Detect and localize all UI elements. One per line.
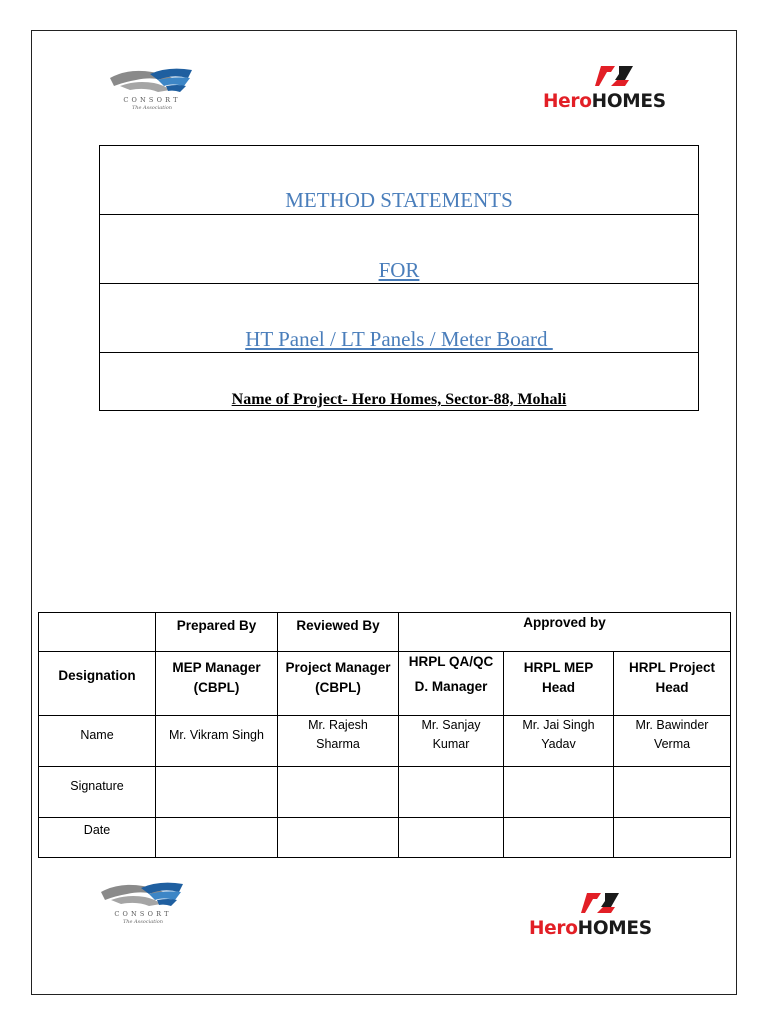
- title-divider: [100, 352, 698, 353]
- consort-handshake-icon: [97, 880, 189, 912]
- name-line: Kumar: [432, 737, 470, 751]
- title-divider: [100, 283, 698, 284]
- hero-homes-mark-icon: [595, 64, 639, 88]
- name-approved-1: [399, 716, 504, 767]
- homes-word: HOMES: [577, 918, 652, 939]
- designation-line: Project Manager: [285, 660, 391, 675]
- table-row-date: [39, 818, 731, 858]
- hero-homes-logo-bottom: [528, 891, 676, 941]
- hero-homes-wordmark: [543, 91, 666, 112]
- designation-line: HRPL MEP: [523, 660, 594, 675]
- consort-wordmark: CONSORT: [114, 910, 172, 918]
- designation-reviewed: [278, 652, 399, 716]
- signature-cell: [504, 767, 614, 818]
- designation-line: D. Manager: [414, 679, 488, 694]
- designation-line: HRPL Project: [629, 660, 716, 675]
- document-subject: HT Panel / LT Panels / Meter Board: [245, 327, 553, 351]
- date-cell: [156, 818, 278, 858]
- signature-cell: [278, 767, 399, 818]
- consort-tagline: The Association: [131, 105, 173, 111]
- approved-by-header: Approved by: [399, 613, 731, 652]
- title-block: [99, 145, 699, 411]
- designation-line: HRPL QA/QC: [408, 654, 494, 669]
- prepared-by-header: Prepared By: [156, 613, 278, 652]
- name-reviewed: [278, 716, 399, 767]
- document-for: FOR: [378, 258, 420, 282]
- date-cell: [504, 818, 614, 858]
- signature-cell: [156, 767, 278, 818]
- name-line: Mr. Sanjay: [421, 718, 481, 732]
- name-approved-3: [614, 716, 731, 767]
- consort-handshake-icon: [106, 66, 198, 98]
- designation-prepared: [156, 652, 278, 716]
- table-row-header: [39, 613, 731, 652]
- hero-word: Hero: [543, 91, 592, 112]
- signature-cell: [399, 767, 504, 818]
- date-cell: [614, 818, 731, 858]
- date-cell: [278, 818, 399, 858]
- designation-approved-2: [504, 652, 614, 716]
- name-approved-2: [504, 716, 614, 767]
- empty-cell: [39, 613, 156, 652]
- hero-homes-logo-top: [542, 64, 690, 114]
- date-cell: [399, 818, 504, 858]
- designation-line: Head: [541, 680, 575, 695]
- name-line: Mr. Jai Singh: [522, 718, 595, 732]
- consort-logo-bottom: [97, 880, 189, 928]
- designation-line: MEP Manager: [172, 660, 261, 675]
- designation-label: Designation: [39, 652, 156, 716]
- signature-label: Signature: [39, 767, 156, 818]
- designation-approved-1: [399, 652, 504, 716]
- designation-line: (CBPL): [193, 680, 240, 695]
- consort-tagline: The Association: [122, 919, 164, 925]
- table-row-name: [39, 716, 731, 767]
- name-line: Sharma: [316, 737, 360, 751]
- table-row-designation: [39, 652, 731, 716]
- project-name: Name of Project- Hero Homes, Sector-88, Mohali: [231, 391, 567, 408]
- designation-line: Head: [655, 680, 689, 695]
- name-prepared: Mr. Vikram Singh: [156, 716, 278, 767]
- approval-table: [38, 612, 731, 858]
- designation-line: (CBPL): [315, 680, 361, 695]
- date-label: Date: [39, 818, 156, 858]
- name-line: Mr. Bawinder: [635, 718, 709, 732]
- reviewed-by-header: Reviewed By: [278, 613, 399, 652]
- name-line: Mr. Rajesh: [308, 718, 368, 732]
- document-title: METHOD STATEMENTS: [285, 188, 513, 212]
- hero-homes-mark-icon: [581, 891, 625, 915]
- consort-wordmark: CONSORT: [123, 96, 181, 104]
- consort-logo-top: [106, 66, 198, 114]
- hero-homes-wordmark: [529, 918, 652, 939]
- homes-word: HOMES: [591, 91, 666, 112]
- title-divider: [100, 214, 698, 215]
- table-row-signature: [39, 767, 731, 818]
- hero-word: Hero: [529, 918, 578, 939]
- designation-approved-3: [614, 652, 731, 716]
- name-label: Name: [39, 716, 156, 767]
- signature-cell: [614, 767, 731, 818]
- name-line: Yadav: [541, 737, 576, 751]
- name-line: Verma: [653, 737, 691, 751]
